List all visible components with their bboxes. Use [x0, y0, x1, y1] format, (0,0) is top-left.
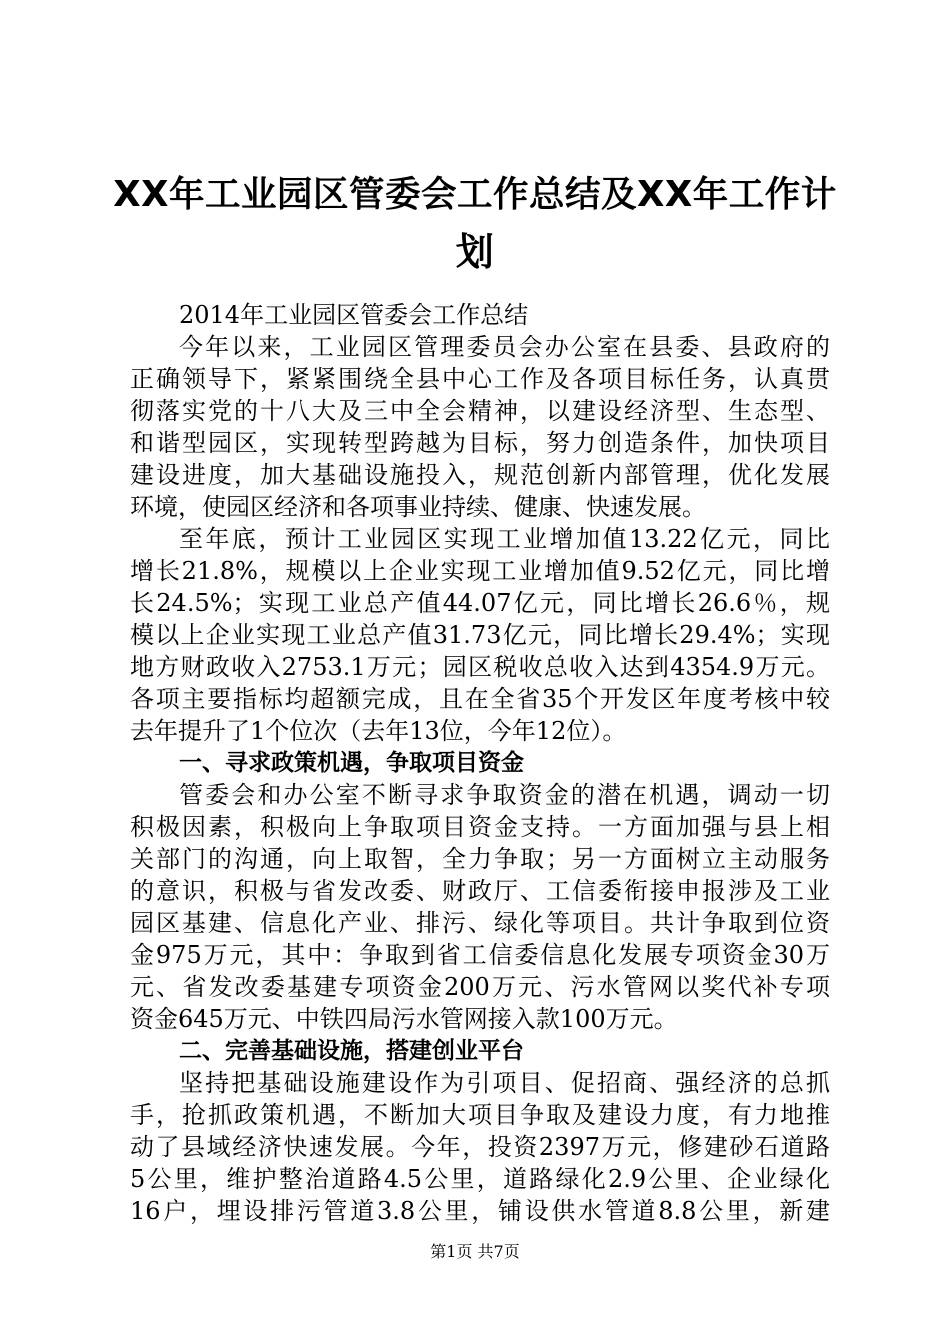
paragraph-line: 积极因素，积极向上争取项目资金支持。一方面加强与县上相 — [130, 813, 830, 841]
paragraph-line: 管委会和办公室不断寻求争取资金的潜在机遇，调动一切 — [179, 781, 830, 809]
subtitle: 2014年工业园区管委会工作总结 — [179, 301, 529, 329]
paragraph-line: 模以上企业实现工业总产值31.73亿元，同比增长29.4%；实现 — [130, 621, 830, 649]
section-heading-1: 一、寻求政策机遇，争取项目资金 — [179, 750, 524, 776]
paragraph-line: 5公里，维护整治道路4.5公里，道路绿化2.9公里、企业绿化 — [130, 1165, 830, 1193]
paragraph-line: 增长21.8%，规模以上企业实现工业增加值9.52亿元，同比增 — [130, 557, 830, 585]
paragraph-line: 正确领导下，紧紧围绕全县中心工作及各项目标任务，认真贯 — [130, 365, 830, 393]
paragraph-line: 去年提升了1个位次（去年13位，今年12位）。 — [130, 717, 627, 745]
paragraph-line: 16户，埋设排污管道3.8公里，铺设供水管道8.8公里，新建 — [130, 1197, 830, 1225]
paragraph-line: 关部门的沟通，向上取智，全力争取；另一方面树立主动服务 — [130, 845, 830, 873]
document-title-line-2: 划 — [455, 230, 495, 274]
paragraph-line: 各项主要指标均超额完成，且在全省35个开发区年度考核中较 — [130, 685, 830, 713]
paragraph-line: 和谐型园区，实现转型跨越为目标，努力创造条件，加快项目 — [130, 429, 830, 457]
paragraph-line: 园区基建、信息化产业、排污、绿化等项目。共计争取到位资 — [130, 909, 830, 937]
paragraph-line: 坚持把基础设施建设作为引项目、促招商、强经济的总抓 — [179, 1069, 830, 1097]
paragraph-line: 至年底，预计工业园区实现工业增加值13.22亿元，同比 — [179, 525, 830, 553]
paragraph-line: 金975万元，其中：争取到省工信委信息化发展专项资金30万 — [130, 941, 830, 969]
paragraph-line: 手，抢抓政策机遇，不断加大项目争取及建设力度，有力地推 — [130, 1101, 830, 1129]
paragraph-line: 的意识，积极与省发改委、财政厅、工信委衔接申报涉及工业 — [130, 877, 830, 905]
paragraph-line: 元、省发改委基建专项资金200万元、污水管网以奖代补专项 — [130, 973, 830, 1001]
paragraph-line: 今年以来，工业园区管理委员会办公室在县委、县政府的 — [179, 333, 830, 361]
paragraph-line: 长24.5%；实现工业总产值44.07亿元，同比增长26.6％，规 — [130, 589, 830, 617]
paragraph-line: 彻落实党的十八大及三中全会精神，以建设经济型、生态型、 — [130, 397, 830, 425]
section-heading-2: 二、完善基础设施，搭建创业平台 — [179, 1038, 524, 1064]
paragraph-line: 建设进度，加大基础设施投入，规范创新内部管理，优化发展 — [130, 461, 830, 489]
paragraph-line: 动了县域经济快速发展。今年，投资2397万元，修建砂石道路 — [130, 1133, 830, 1161]
paragraph-line: 资金645万元、中铁四局污水管网接入款100万元。 — [130, 1005, 678, 1033]
document-title-line-1: XX年工业园区管委会工作总结及XX年工作计 — [113, 174, 837, 215]
paragraph-line: 环境，使园区经济和各项事业持续、健康、快速发展。 — [130, 493, 706, 521]
page-number-footer: 第1页 共7页 — [430, 1242, 520, 1261]
paragraph-line: 地方财政收入2753.1万元；园区税收总收入达到4354.9万元。 — [130, 653, 830, 681]
